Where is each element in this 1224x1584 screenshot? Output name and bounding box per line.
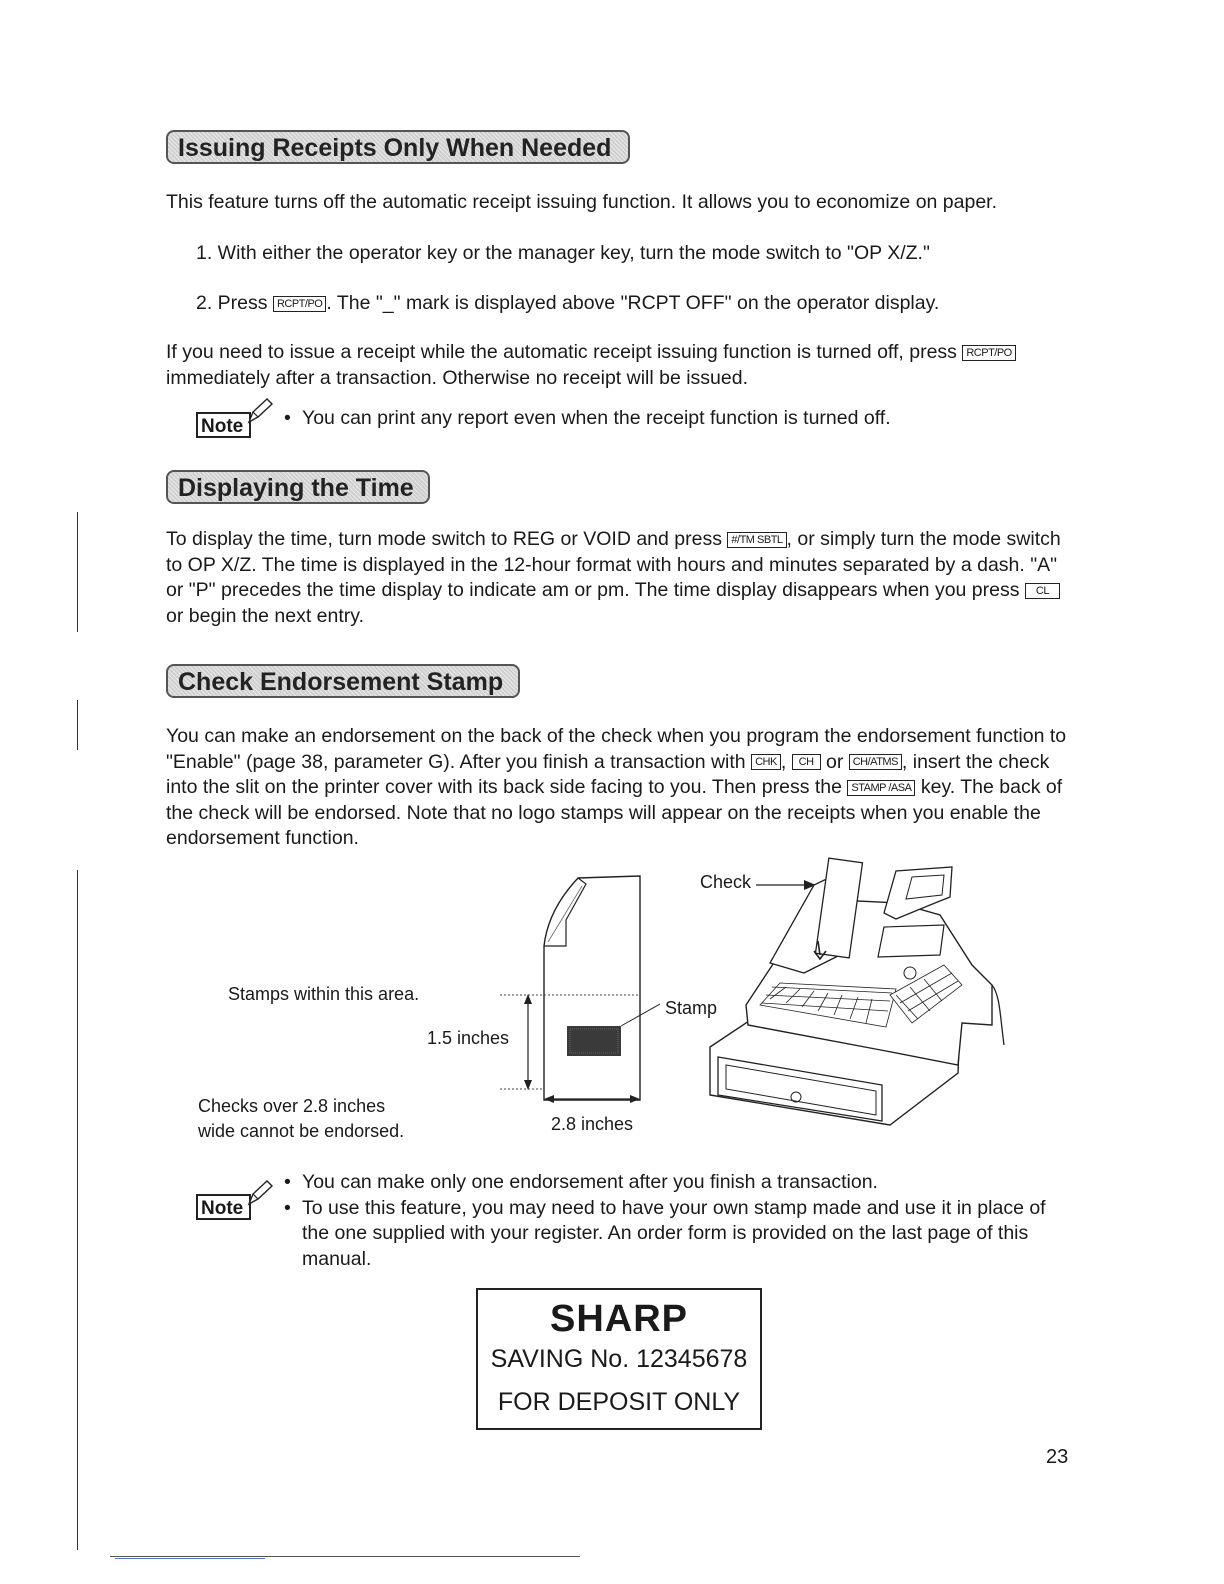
endorsement-paragraph <box>166 724 1076 852</box>
endorse-text-d: , insert the check into the slit on the printer cover with its back side facing to you. Then press the <box>166 750 1050 798</box>
time-text-b: , or simply turn the mode switch to OP X/Z. The time is displayed in the 12-hour format with hours and minutes separated by a dash. "A" or "P" precedes the time display to indicate am or pm. The time display disappears when you press <box>166 528 1061 601</box>
stamp-sample <box>476 1288 762 1430</box>
para2-text-pre: If you need to issue a receipt while the automatic receipt issuing function is turned off, press <box>166 341 957 363</box>
tm-sbtl-key-icon: #/TM SBTL <box>727 532 786 548</box>
endorsement-notes <box>284 1170 1074 1272</box>
note-label-box <box>196 1194 251 1220</box>
note-label-box <box>196 412 251 438</box>
ch-key-icon: CH <box>792 754 821 770</box>
margin-line <box>77 700 78 750</box>
receipts-para-2 <box>166 340 1076 391</box>
stamp-line-2: FOR DEPOSIT ONLY <box>497 1388 741 1416</box>
check-diagram <box>490 870 660 1120</box>
stamps-area-label: Stamps within this area. <box>228 984 420 1004</box>
stamp-line-1: SAVING No. 12345678 <box>490 1345 748 1373</box>
step2-text-post: . The "_" mark is displayed above "RCPT OFF" on the operator display. <box>326 292 940 314</box>
chk-key-icon: CHK <box>751 754 781 770</box>
rcpt-po-key-icon: RCPT/PO <box>273 296 326 312</box>
too-wide-line-2: wide cannot be endorsed. <box>198 1121 405 1141</box>
note-label: Note <box>201 416 244 437</box>
pencil-icon <box>245 1178 275 1208</box>
rcpt-po-key-icon: RCPT/PO <box>962 345 1015 361</box>
note-label: Note <box>201 1198 244 1219</box>
check-label: Check <box>700 872 752 892</box>
receipts-intro: This feature turns off the automatic receipt issuing function. It allows you to economize on paper. <box>166 191 998 213</box>
width-label: 2.8 inches <box>551 1114 634 1134</box>
time-text-c: or begin the next entry. <box>166 604 365 627</box>
sharp-logo: SHARP <box>549 1298 689 1340</box>
stamp-key-icon: STAMP /ASA <box>847 780 915 796</box>
receipts-step-2 <box>196 292 939 315</box>
note-bullet: • You can print any report even when the receipt function is turned off. <box>284 406 891 432</box>
margin-line <box>77 512 78 632</box>
time-text-a: To display the time, turn mode switch to REG or VOID and press <box>166 528 722 550</box>
pencil-icon <box>245 396 275 426</box>
endorse-text-a: You can make an endorsement on the back of the check when you program the endorsement function to "Enable" (page 38, parameter G). After you finish a transaction with <box>166 725 1067 773</box>
time-paragraph <box>166 527 1076 629</box>
receipts-note <box>284 406 891 432</box>
note-bullet: • You can make only one endorsement after you finish a transaction. <box>284 1170 1074 1196</box>
endorse-text-b: , <box>780 750 787 773</box>
bottom-scan-line <box>110 1556 580 1557</box>
cash-register-illustration <box>700 855 1010 1140</box>
para2-text-post: immediately after a transaction. Otherwise no receipt will be issued. <box>166 366 749 389</box>
receipts-step-1: 1. With either the operator key or the manager key, turn the mode switch to "OP X/Z." <box>196 242 930 264</box>
chatms-key-icon: CH/ATMS <box>849 754 902 770</box>
endorse-text-e: key. The back of the check will be endorsed. Note that no logo stamps will appear on the receipts when you enable the endorsement function. <box>166 776 1063 849</box>
height-label: 1.5 inches <box>427 1028 510 1048</box>
bottom-scan-line-blue <box>115 1558 265 1559</box>
page-number: 23 <box>1046 1446 1069 1468</box>
section-heading-endorsement: Check Endorsement Stamp <box>166 664 520 698</box>
cl-key-icon: CL <box>1025 583 1060 599</box>
margin-line <box>77 870 78 1550</box>
too-wide-line-1: Checks over 2.8 inches <box>198 1096 386 1116</box>
section-heading-time: Displaying the Time <box>166 470 430 504</box>
step2-text-pre: 2. Press <box>196 292 268 314</box>
section-heading-receipts: Issuing Receipts Only When Needed <box>166 130 630 164</box>
note-bullet: • To use this feature, you may need to have your own stamp made and use it in place of the one supplied with your register. An order form is provided on the last page of this manual. <box>284 1196 1074 1273</box>
endorse-text-c: or <box>825 750 844 773</box>
stamp-label: Stamp <box>665 998 718 1018</box>
